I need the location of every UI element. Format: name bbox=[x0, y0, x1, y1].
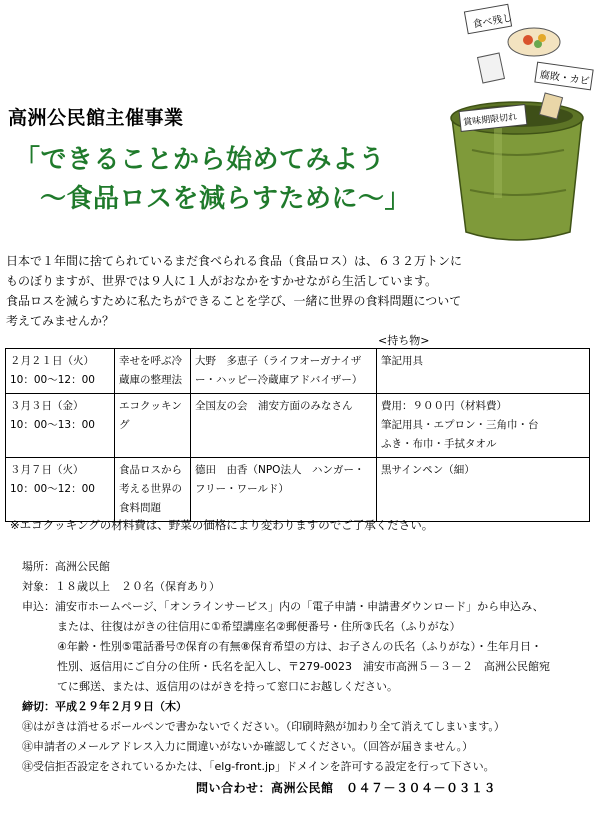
event-title-line1: 「できることから始めてみよう bbox=[14, 145, 386, 175]
place-info: 場所：高洲公民館 bbox=[22, 560, 110, 573]
lecturer-cell-line: ー・ハッピー冷蔵庫アドバイザー） bbox=[195, 374, 363, 386]
intro-line: 食品ロスを減らすために私たちができることを学び、一緒に世界の食料問題について bbox=[6, 294, 462, 308]
items-cell bbox=[377, 394, 590, 458]
topic-cell bbox=[115, 349, 191, 394]
material-cost-note: ※エコクッキングの材料費は、野菜の価格により変わりますのでご了承ください。 bbox=[10, 518, 434, 532]
label-expired-text: 賞味期限切れ bbox=[462, 112, 518, 129]
label-leftovers-text: 食べ残し bbox=[471, 12, 514, 31]
label-leftovers bbox=[464, 4, 513, 33]
apply-info-line: 性別、返信用にご自分の住所・氏名を記入し、〒279-0023 浦安市高洲５－３－２ 高洲公民館宛 bbox=[57, 660, 550, 673]
date-cell-line: ３月７日（火） bbox=[10, 464, 84, 476]
items-cell-line: 黒サインペン（細） bbox=[381, 464, 475, 476]
lecturer-cell bbox=[191, 394, 377, 458]
items-cell-line: ふき・布巾・手拭タオル bbox=[381, 438, 497, 450]
date-cell-line: 10：00～12：00 bbox=[10, 374, 95, 386]
topic-cell-line: 食料問題 bbox=[119, 502, 161, 514]
schedule-row bbox=[6, 394, 590, 458]
items-cell bbox=[377, 349, 590, 394]
apply-info-line: 申込：浦安市ホームページ、「オンラインサービス」内の「電子申請・申請書ダウンロード」から申込み、 bbox=[22, 600, 544, 613]
caution-line: ㊟申請者のメールアドレス入力に間違いがないか確認してください。（回答が届きません。） bbox=[22, 740, 474, 753]
intro-line: ものぼりますが、世界では９人に１人がおなかをすかせながら生活しています。 bbox=[6, 274, 438, 288]
schedule-row bbox=[6, 458, 590, 522]
topic-cell-line: 蔵庫の整理法 bbox=[119, 374, 182, 386]
target-info: 対象：１８歳以上 ２０名（保育あり） bbox=[22, 580, 220, 593]
contact-info: 問い合わせ：高洲公民館 ０４７－３０４－０３１３ bbox=[196, 781, 497, 795]
topic-cell bbox=[115, 458, 191, 522]
lecturer-cell-line: 大野 多恵子（ライフオーガナイザ bbox=[195, 355, 362, 367]
apply-info-line: または、往復はがきの往信用に①希望講座名②郵便番号・住所③氏名（ふりがな） bbox=[57, 620, 461, 633]
bring-items-label: <持ち物> bbox=[378, 334, 430, 347]
date-cell bbox=[6, 458, 115, 522]
intro-paragraph bbox=[6, 251, 596, 331]
lecturer-cell-line: 全国友の会 浦安方面のみなさん bbox=[195, 400, 353, 412]
lecturer-cell bbox=[191, 349, 377, 394]
organizer-heading: 高洲公民館主催事業 bbox=[8, 107, 184, 129]
lecturer-cell-line: 德田 由香（NPO法人 ハンガー・ bbox=[195, 464, 365, 476]
schedule-table bbox=[5, 348, 590, 522]
items-cell-line: 費用：９００円（材料費） bbox=[381, 400, 507, 412]
topic-cell-line: 幸せを呼ぶ冷 bbox=[119, 355, 182, 367]
apply-info-line: てに郵送、または、返信用のはがきを持って窓口にお越しください。 bbox=[57, 680, 398, 693]
deadline-info: 締切：平成２９年２月９日（木） bbox=[22, 700, 187, 713]
topic-cell-line: グ bbox=[119, 419, 130, 431]
topic-cell-line: エコクッキン bbox=[119, 400, 182, 412]
schedule-row bbox=[6, 349, 590, 394]
intro-line: 考えてみませんか？ bbox=[6, 314, 115, 328]
date-cell bbox=[6, 394, 115, 458]
items-cell-line: 筆記用具 bbox=[381, 355, 423, 367]
caution-line: ㊟はがきは消せるボールペンで書かないでください。（印刷時熱が加わり全て消えてしまいます。） bbox=[22, 720, 505, 733]
intro-line: 日本で１年間に捨てられているまだ食べられる食品（食品ロス）は、６３２万トンに bbox=[6, 254, 463, 268]
label-spoiled-text: 腐敗・カビ bbox=[539, 69, 591, 88]
topic-cell bbox=[115, 394, 191, 458]
topic-cell-line: 食品ロスから bbox=[119, 464, 182, 476]
date-cell bbox=[6, 349, 115, 394]
label-spoiled bbox=[535, 62, 593, 90]
date-cell-line: 10：00～13：00 bbox=[10, 419, 95, 431]
date-cell-line: ３月３日（金） bbox=[10, 400, 84, 412]
items-cell-line: 筆記用具・エプロン・三角巾・台 bbox=[381, 419, 539, 431]
date-cell-line: ２月２１日（火） bbox=[10, 355, 94, 367]
lecturer-cell bbox=[191, 458, 377, 522]
caution-line: ㊟受信拒否設定をされているかたは、「elg-front.jp」ドメインを許可する設定を行って下さい。 bbox=[22, 760, 495, 773]
items-cell bbox=[377, 458, 590, 522]
event-title-line2: ～食品ロスを減らすために～」 bbox=[40, 184, 412, 214]
apply-info-line: ④年齢・性別⑤電話番号⑦保育の有無⑧保育希望の方は、お子さんの氏名（ふりがな）・生年月日・ bbox=[57, 640, 542, 653]
date-cell-line: 10：00～12：00 bbox=[10, 483, 95, 495]
food-waste-bin-illustration bbox=[432, 0, 600, 252]
lecturer-cell-line: フリー・ワールド） bbox=[195, 483, 289, 495]
topic-cell-line: 考える世界の bbox=[119, 483, 182, 495]
